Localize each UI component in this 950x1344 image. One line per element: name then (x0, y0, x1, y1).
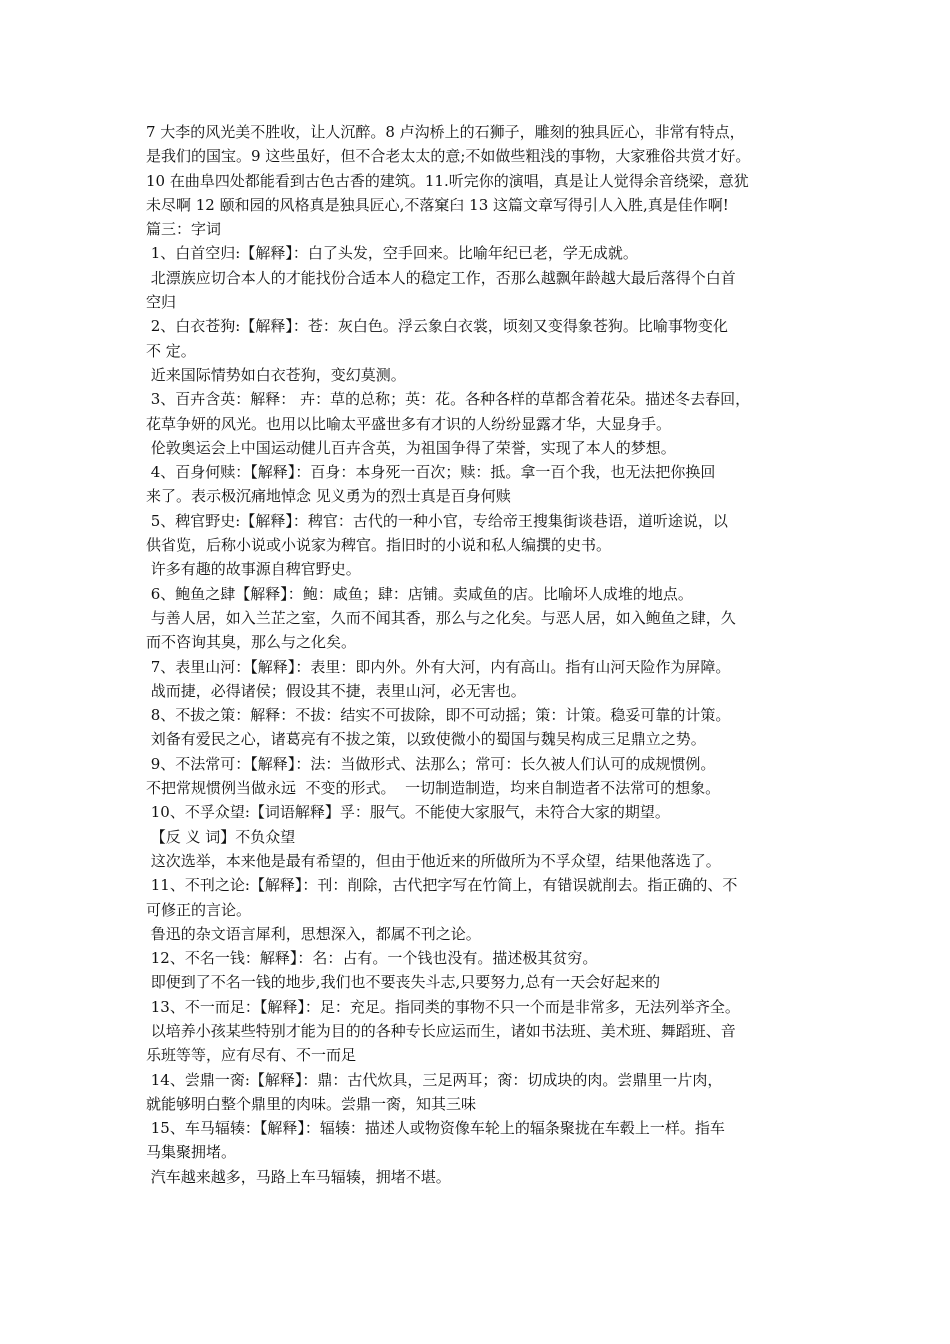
text-line: 3、百卉含英：解释： 卉：草的总称；英：花。各种各样的草都含着花朵。描述冬去春回， (146, 390, 751, 409)
text-line: 不 定。 (146, 341, 196, 360)
text-line: 【反 义 词】不负众望 (146, 827, 296, 846)
text-line: 未尽啊 12 颐和园的风格真是独具匠心,不落窠臼 13 这篇文章写得引人入胜,真是佳作啊! (146, 195, 729, 214)
text-line: 14、尝鼎一脔:【解释】：鼎：古代炊具，三足两耳；脔：切成块的肉。尝鼎里一片肉， (146, 1070, 723, 1089)
text-line: 与善人居，如入兰芷之室，久而不闻其香，那么与之化矣。与恶人居，如入鲍鱼之肆，久 (146, 608, 736, 627)
text-line: 7、表里山河：【解释】：表里：即内外。外有大河，内有高山。指有山河天险作为屏障。 (146, 657, 731, 676)
text-line: 来了。表示极沉痛地悼念 见义勇为的烈士真是百身何赎 (146, 487, 511, 506)
text-line: 伦敦奥运会上中国运动健儿百卉含英，为祖国争得了荣誉，实现了本人的梦想。 (146, 438, 676, 457)
text-line: 就能够明白整个鼎里的肉味。尝鼎一脔，知其三味 (146, 1094, 477, 1113)
text-line: 9、不法常可：【解释】：法：当做形式、法那么；常可：长久被人们认可的成规惯例。 (146, 754, 716, 773)
text-line: 刘备有爱民之心，诸葛亮有不拔之策，以致使微小的蜀国与魏吴构成三足鼎立之势。 (146, 730, 706, 749)
text-line: 4、百身何赎：【解释】：百身：本身死一百次；赎：抵。拿一百个我，也无法把你换回 (146, 463, 716, 482)
text-line: 许多有趣的故事源自稗官野史。 (146, 560, 361, 579)
text-line: 2、白衣苍狗:【解释】：苍：灰白色。浮云象白衣裳，顷刻又变得象苍狗。比喻事物变化 (146, 317, 728, 336)
text-line: 6、鲍鱼之肆【解释】：鲍：咸鱼；肆：店铺。卖咸鱼的店。比喻坏人成堆的地点。 (146, 584, 693, 603)
text-line: 供省览，后称小说或小说家为稗官。指旧时的小说和私人编撰的史书。 (146, 536, 612, 555)
document-page (146, 120, 816, 1189)
text-line: 鲁迅的杂文语言犀利，思想深入，都属不刊之论。 (146, 924, 481, 943)
text-line: 花草争妍的风光。也用以比喻太平盛世多有才识的人纷纷显露才华，大显身手。 (146, 414, 672, 433)
text-line: 5、稗官野史:【解释】：稗官：古代的一种小官，专给帝王搜集街谈巷语，道听途说，以 (146, 511, 728, 530)
text-line: 这次选举，本来他是最有希望的，但由于他近来的所做所为不孚众望，结果他落选了。 (146, 851, 721, 870)
text-line: 8、不拔之策：解释：不拔：结实不可拔除，即不可动摇；策：计策。稳妥可靠的计策。 (146, 706, 731, 725)
text-line: 乐班等等，应有尽有、不一而足 (146, 1046, 357, 1065)
text-line: 不把常规惯例当做永远 不变的形式。 一切制造制造，均来自制造者不法常可的想象。 (146, 779, 721, 798)
text-line: 是我们的国宝。9 这些虽好，但不合老太太的意;不如做些粗浅的事物，大家雅俗共赏才好。 (146, 147, 751, 166)
section-heading: 篇三：字词 (146, 220, 222, 239)
text-line: 12、不名一钱：解释】：名：占有。一个钱也没有。描述极其贫穷。 (146, 949, 598, 968)
text-line: 汽车越来越多，马路上车马辐辏，拥堵不堪。 (146, 1167, 451, 1186)
text-line: 空归 (146, 293, 177, 312)
text-line: 以培养小孩某些特别才能为目的的各种专长应运而生，诸如书法班、美术班、舞蹈班、音 (146, 1021, 736, 1040)
text-line: 近来国际情势如白衣苍狗，变幻莫测。 (146, 365, 406, 384)
text-line: 10 在曲阜四处都能看到古色古香的建筑。11.听完你的演唱，真是让人觉得余音绕梁，意犹 (146, 171, 749, 190)
text-line: 7 大李的风光美不胜收，让人沉醉。8 卢沟桥上的石狮子，雕刻的独具匠心，非常有特点， (146, 123, 745, 141)
text-line: 而不咨询其臭，那么与之化矣。 (146, 633, 357, 652)
text-line: 战而捷，必得诸侯；假设其不捷，表里山河，必无害也。 (146, 681, 526, 700)
text-line: 北漂族应切合本人的才能找份合适本人的稳定工作，否那么越飘年龄越大最后落得个白首 (146, 268, 736, 287)
text-line: 15、车马辐辏：【解释】：辐辏：描述人或物资像车轮上的辐条聚拢在车毂上一样。指车 (146, 1119, 725, 1138)
text-line: 13、不一而足：【解释】：足：充足。指同类的事物不只一个而是非常多，无法列举齐全。 (146, 997, 740, 1016)
text-line: 即便到了不名一钱的地步,我们也不要丧失斗志,只要努力,总有一天会好起来的 (146, 973, 661, 992)
text-line: 10、不孚众望:【词语解释】孚：服气。不能使大家服气，未符合大家的期望。 (146, 803, 670, 822)
text-line: 1、白首空归:【解释】：白了头发，空手回来。比喻年纪已老，学无成就。 (146, 244, 638, 263)
text-line: 11、不刊之论:【解释】：刊：削除，古代把字写在竹简上，有错误就削去。指正确的、不 (146, 876, 738, 895)
text-line: 马集聚拥堵。 (146, 1143, 237, 1162)
text-line: 可修正的言论。 (146, 900, 252, 919)
